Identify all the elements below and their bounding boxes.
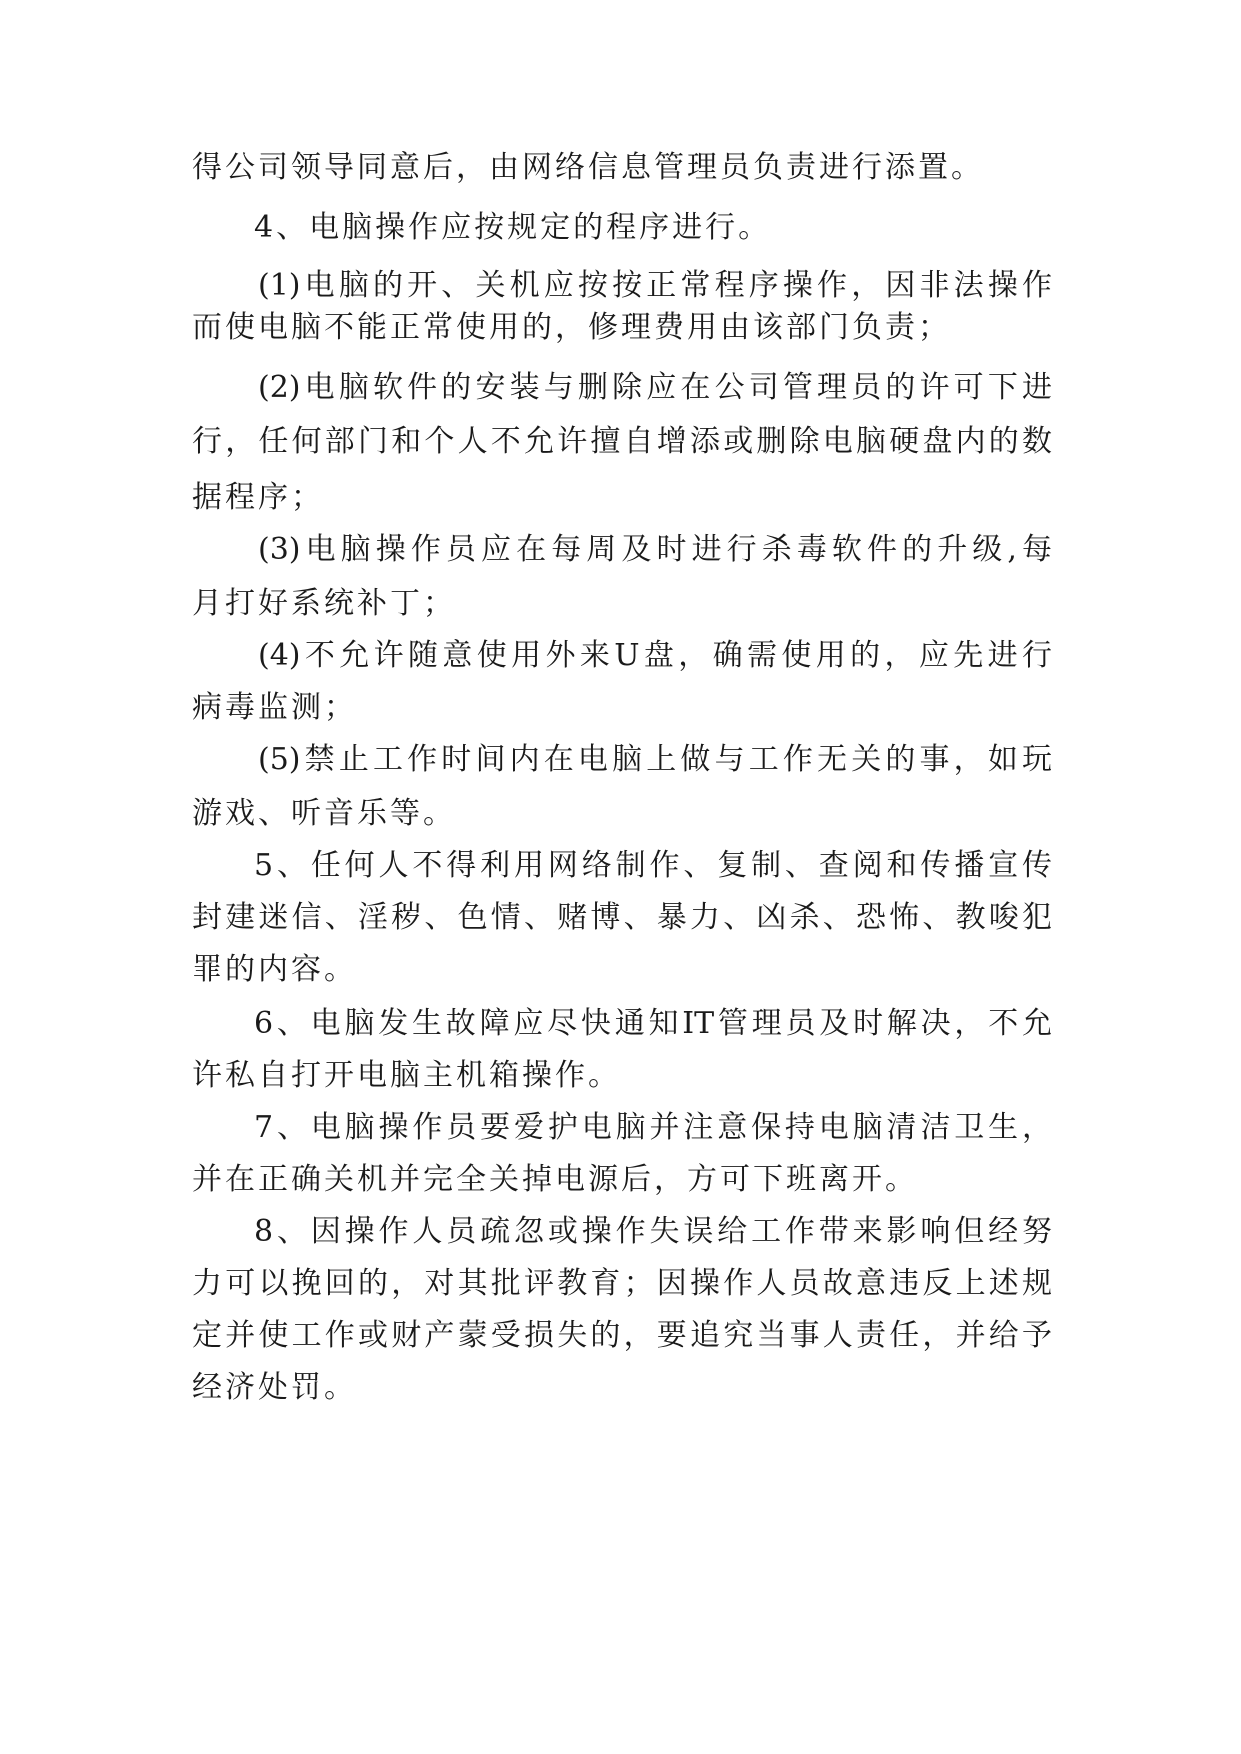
- text-line: (4)不允许随意使用外来U盘，确需使用的，应先进行: [258, 638, 1052, 673]
- text-line: 得公司领导同意后，由网络信息管理员负责进行添置。: [192, 150, 984, 185]
- text-line: 定并使工作或财产蒙受损失的，要追究当事人责任，并给予: [192, 1318, 1052, 1353]
- text-line: (5)禁止工作时间内在电脑上做与工作无关的事，如玩: [258, 742, 1052, 777]
- text-line: 5、任何人不得利用网络制作、复制、查阅和传播宣传: [254, 848, 1052, 883]
- text-line: 封建迷信、淫秽、色情、赌博、暴力、凶杀、恐怖、教唆犯: [192, 900, 1052, 935]
- text-line: (2)电脑软件的安装与删除应在公司管理员的许可下进: [258, 370, 1052, 405]
- text-line: 并在正确关机并完全关掉电源后，方可下班离开。: [192, 1162, 918, 1197]
- text-line: 4、电脑操作应按规定的程序进行。: [254, 210, 772, 245]
- text-line: 行，任何部门和个人不允许擅自增添或删除电脑硬盘内的数: [192, 424, 1052, 459]
- text-line: 8、因操作人员疏忽或操作失误给工作带来影响但经努: [254, 1214, 1052, 1249]
- text-line: 6、电脑发生故障应尽快通知IT管理员及时解决，不允: [254, 1006, 1052, 1041]
- text-line: 7、电脑操作员要爱护电脑并注意保持电脑清洁卫生，: [254, 1110, 1052, 1145]
- text-line: 许私自打开电脑主机箱操作。: [192, 1058, 621, 1093]
- text-line: 罪的内容。: [192, 952, 357, 987]
- text-line: (3)电脑操作员应在每周及时进行杀毒软件的升级,每: [258, 532, 1052, 567]
- text-line: 力可以挽回的，对其批评教育；因操作人员故意违反上述规: [192, 1266, 1052, 1301]
- text-line: (1)电脑的开、关机应按按正常程序操作，因非法操作: [258, 268, 1052, 303]
- text-line: 而使电脑不能正常使用的，修理费用由该部门负责；: [192, 310, 951, 345]
- text-line: 月打好系统补丁；: [192, 586, 456, 621]
- text-line: 经济处罚。: [192, 1370, 357, 1405]
- text-line: 游戏、听音乐等。: [192, 796, 456, 831]
- text-line: 据程序；: [192, 480, 324, 515]
- text-line: 病毒监测；: [192, 690, 357, 725]
